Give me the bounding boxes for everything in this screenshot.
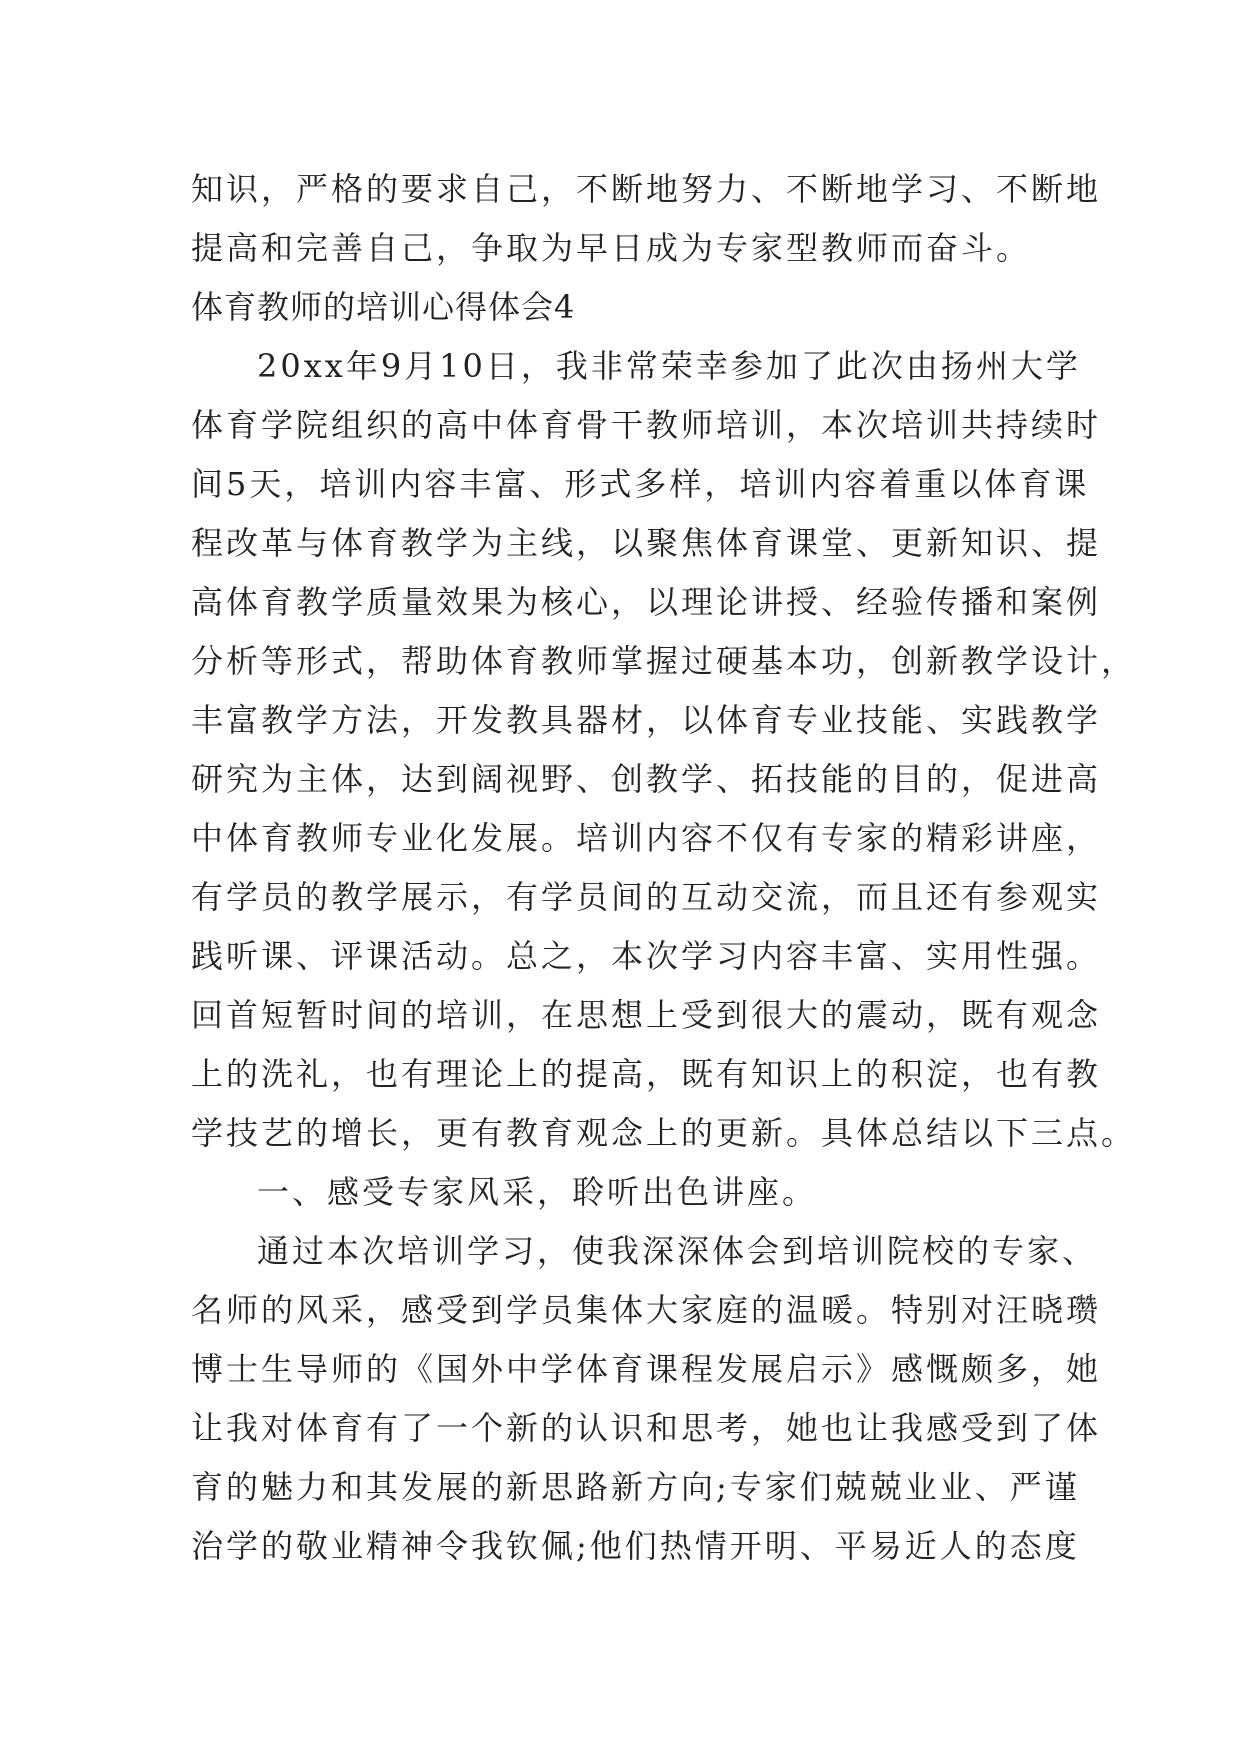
text-line: 中体育教师专业化发展。培训内容不仅有专家的精彩讲座， (191, 819, 1102, 857)
section-heading: 体育教师的培训心得体会4 (191, 288, 576, 326)
text-line: 回首短暂时间的培训，在思想上受到很大的震动，既有观念 (191, 996, 1102, 1034)
paragraph-start-line: 20xx年9月10日，我非常荣幸参加了此次由扬州大学 (257, 347, 1081, 385)
text-line: 提高和完善自己，争取为早日成为专家型教师而奋斗。 (191, 229, 1032, 267)
document-body (191, 160, 1137, 1576)
text-line: 博士生导师的《国外中学体育课程发展启示》感慨颇多，她 (191, 1350, 1102, 1388)
text-line: 知识，严格的要求自己，不断地努力、不断地学习、不断地 (191, 170, 1102, 208)
text-line: 践听课、评课活动。总之，本次学习内容丰富、实用性强。 (191, 937, 1102, 975)
text-line: 丰富教学方法，开发教具器材，以体育专业技能、实践教学 (191, 701, 1102, 739)
text-line: 名师的风采，感受到学员集体大家庭的温暖。特别对汪晓瓒 (191, 1291, 1102, 1329)
text-line: 分析等形式，帮助体育教师掌握过硬基本功，创新教学设计， (191, 642, 1137, 680)
text-line: 体育学院组织的高中体育骨干教师培训，本次培训共持续时 (191, 406, 1102, 444)
text-line: 治学的敬业精神令我钦佩;他们热情开明、平易近人的态度 (191, 1527, 1080, 1565)
text-line: 间5天，培训内容丰富、形式多样，培训内容着重以体育课 (191, 465, 1090, 503)
text-line: 有学员的教学展示，有学员间的互动交流，而且还有参观实 (191, 878, 1102, 916)
text-line: 程改革与体育教学为主线，以聚焦体育课堂、更新知识、提 (191, 524, 1102, 562)
text-line: 高体育教学质量效果为核心，以理论讲授、经验传播和案例 (191, 583, 1102, 621)
paragraph-start-line: 通过本次培训学习，使我深深体会到培训院校的专家、 (257, 1232, 1098, 1270)
text-line: 让我对体育有了一个新的认识和思考，她也让我感受到了体 (191, 1409, 1102, 1447)
text-line: 育的魅力和其发展的新思路新方向;专家们兢兢业业、严谨 (191, 1468, 1080, 1506)
subsection-heading: 一、感受专家风采，聆听出色讲座。 (257, 1173, 818, 1211)
text-line: 研究为主体，达到阔视野、创教学、拓技能的目的，促进高 (191, 760, 1102, 798)
text-line: 学技艺的增长，更有教育观念上的更新。具体总结以下三点。 (191, 1114, 1137, 1152)
text-line: 上的洗礼，也有理论上的提高，既有知识上的积淀，也有教 (191, 1055, 1102, 1093)
